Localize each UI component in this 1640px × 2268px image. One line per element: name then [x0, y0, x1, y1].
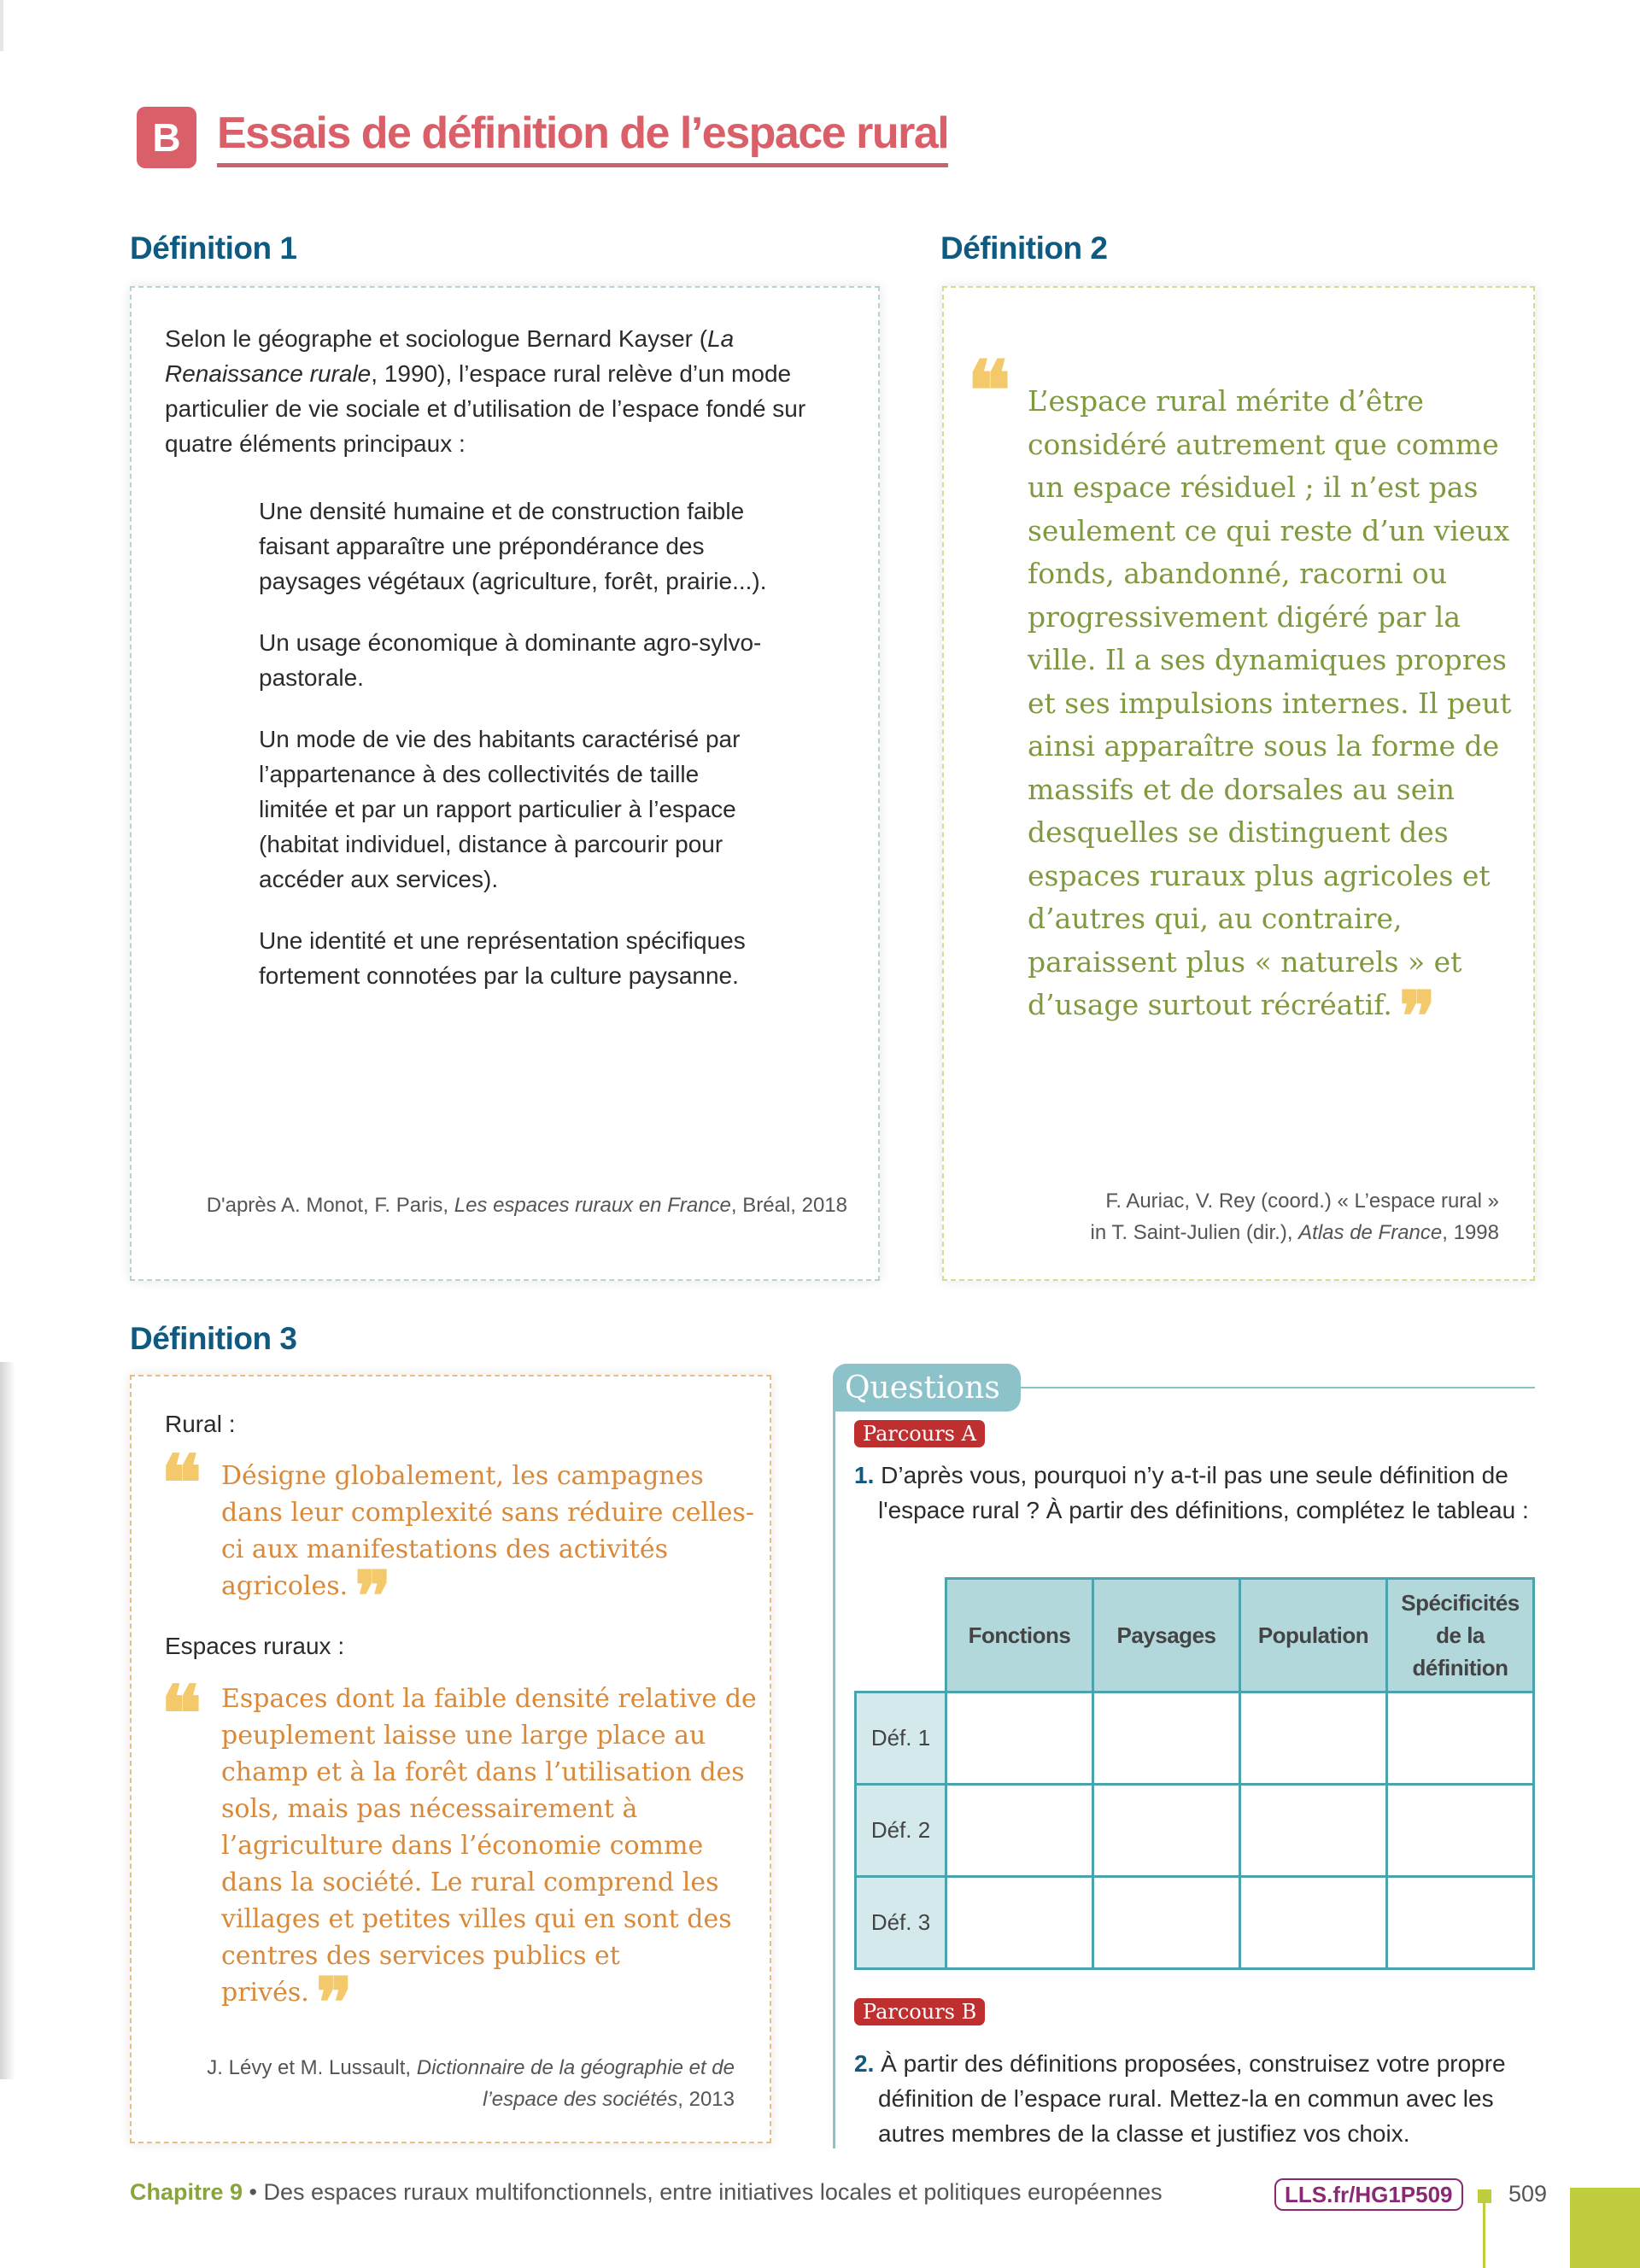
- column-header: Fonctions: [946, 1579, 1093, 1692]
- parcours-a-badge: Parcours A: [854, 1420, 985, 1447]
- book-title: La Renaissance rurale: [165, 325, 735, 387]
- list-item: Un usage économique à dominante agro-sylvo-pastorale.: [259, 629, 762, 691]
- chapter-title: Des espaces ruraux multifonctionnels, entre initiatives locales et politiques européennes: [263, 2179, 1163, 2205]
- lls-link[interactable]: LLS.fr/HG1P509: [1274, 2178, 1463, 2211]
- close-quote-icon: ❞: [354, 1556, 392, 1636]
- open-quote-icon: ❝: [161, 1669, 202, 1759]
- table-cell[interactable]: [946, 1785, 1093, 1877]
- table-row: [856, 1692, 1534, 1785]
- questions-border: [833, 1409, 835, 2148]
- definition-3-citation: [145, 2052, 735, 2115]
- page-edge-tab: [1570, 2188, 1640, 2268]
- intro-text: , 1990), l’espace rural relève d’un mode particulier de vie sociale et d’utilisation de l’espace fondé sur quatre éléments principaux :: [165, 360, 806, 457]
- list-item: Une densité humaine et de construction faible faisant apparaître une prépondérance des paysages végétaux (agriculture, forêt, prairie...).: [259, 498, 767, 594]
- table-cell[interactable]: [1387, 1692, 1534, 1785]
- citation-text: J. Lévy et M. Lussault,: [207, 2056, 417, 2079]
- quote-text: Désigne globalement, les campagnes dans leur complexité sans réduire celles-ci aux manifestations des activités agricoles.: [221, 1461, 755, 1601]
- definition-2-quote: [1028, 380, 1514, 1056]
- questions-divider: [1021, 1387, 1535, 1388]
- table-cell[interactable]: [946, 1692, 1093, 1785]
- table-cell[interactable]: [1093, 1692, 1240, 1785]
- citation-text: , Bréal, 2018: [730, 1194, 847, 1217]
- section-title: Essais de définition de l’espace rural: [217, 106, 948, 167]
- chapter-label: Chapitre 9: [130, 2179, 243, 2205]
- definition-1-citation: [147, 1190, 847, 1221]
- open-quote-icon: ❝: [161, 1438, 202, 1529]
- definitions-table: [854, 1577, 1535, 1970]
- close-quote-icon: ❞: [315, 1962, 353, 2043]
- table-cell[interactable]: [1093, 1877, 1240, 1969]
- footer-chapter: [130, 2179, 1163, 2206]
- open-quote-icon: ❝: [967, 342, 1011, 439]
- citation-line: F. Auriac, V. Rey (coord.) « L’espace rural »: [1105, 1190, 1499, 1213]
- definition-1-heading: Définition 1: [130, 231, 297, 266]
- question-text: À partir des définitions proposées, construisez votre propre définition de l’espace rural. Mettez-la en commun avec les autres membres de la classe et justifiez vos choix.: [878, 2050, 1506, 2147]
- table-cell[interactable]: [1387, 1877, 1534, 1969]
- table-cell[interactable]: [1093, 1785, 1240, 1877]
- row-header: Déf. 1: [856, 1692, 946, 1785]
- page-edge-shadow: [0, 1362, 15, 2079]
- list-item: Une identité et une représentation spécifiques fortement connotées par la culture paysanne.: [259, 927, 746, 989]
- question-number: 2.: [854, 2050, 875, 2077]
- definition-1-intro: [165, 321, 831, 461]
- definition-3-heading: Définition 3: [130, 1321, 297, 1356]
- table-cell[interactable]: [1240, 1877, 1387, 1969]
- column-header: Spécificités de la définition: [1387, 1579, 1534, 1692]
- table-row: [856, 1877, 1534, 1969]
- section-badge: B: [137, 107, 196, 168]
- page-marker-line: [1483, 2201, 1485, 2268]
- question-text: D’après vous, pourquoi n’y a-t-il pas une seule définition de l'espace rural ? À partir des définitions, complétez le tableau :: [878, 1462, 1529, 1523]
- row-header: Déf. 2: [856, 1785, 946, 1877]
- citation-title: Les espaces ruraux en France: [454, 1194, 731, 1217]
- definition-2-heading: Définition 2: [940, 231, 1108, 266]
- citation-text: , 1998: [1442, 1221, 1499, 1244]
- definition-1-elements-list: [259, 494, 771, 1020]
- quote-text: Espaces dont la faible densité relative de peuplement laisse une large place au champ et à la forêt dans l’utilisation des sols, mais pas nécessairement à l’agriculture dans l’économie comme dans la société. Le rural comprend les villages et petites villes qui en sont des centres des services publics et privés.: [221, 1684, 757, 2008]
- question-1: [854, 1458, 1538, 1528]
- table-cell[interactable]: [1387, 1785, 1534, 1877]
- definition-2-citation: [974, 1185, 1499, 1248]
- questions-tab: Questions: [833, 1364, 1021, 1412]
- page-number: 509: [1508, 2181, 1548, 2207]
- question-number: 1.: [854, 1462, 875, 1488]
- term-label-espaces-ruraux: Espaces ruraux :: [165, 1633, 345, 1659]
- separator: •: [243, 2179, 264, 2205]
- citation-text: in T. Saint-Julien (dir.),: [1090, 1221, 1299, 1244]
- close-quote-icon: ❞: [1398, 976, 1436, 1056]
- citation-line: [974, 1217, 1499, 1248]
- list-item: Un mode de vie des habitants caractérisé par l’appartenance à des collectivités de taille limitée et par un rapport particulier à l’espace (habitat individuel, distance à parcourir pour accéder aux services).: [259, 726, 741, 892]
- column-header: Population: [1240, 1579, 1387, 1692]
- question-2: [854, 2046, 1538, 2151]
- citation-text: , 2013: [677, 2088, 735, 2111]
- citation-text: D'après A. Monot, F. Paris,: [206, 1194, 454, 1217]
- definition-3-rural-quote: [221, 1458, 759, 1636]
- citation-title: Dictionnaire de la géographie et de l’espace des sociétés: [416, 2056, 735, 2111]
- quote-text: L’espace rural mérite d’être considéré autrement que comme un espace résiduel ; il n’est pas seulement ce qui reste d’un vieux fonds, abandonné, racorni ou progressivement digéré par la ville. Il a ses dynamiques propres et ses impulsions internes. Il peut ainsi apparaître sous la forme de massifs et de dorsales au sein desquelles se distinguent des espaces ruraux plus agricoles et d’autres qui, au contraire, paraissent plus « naturels » et d’usage surtout récréatif.: [1028, 384, 1512, 1021]
- table-cell[interactable]: [946, 1877, 1093, 1969]
- definition-3-espaces-quote: [221, 1681, 759, 2043]
- page-edge-shadow: [0, 0, 3, 51]
- intro-text: Selon le géographe et sociologue Bernard Kayser (: [165, 325, 708, 352]
- table-corner: [856, 1579, 946, 1692]
- table-row: [856, 1785, 1534, 1877]
- table-cell[interactable]: [1240, 1785, 1387, 1877]
- citation-title: Atlas de France: [1298, 1221, 1443, 1244]
- parcours-b-badge: Parcours B: [854, 1998, 985, 2025]
- term-label-rural: Rural :: [165, 1411, 236, 1437]
- row-header: Déf. 3: [856, 1877, 946, 1969]
- column-header: Paysages: [1093, 1579, 1240, 1692]
- table-cell[interactable]: [1240, 1692, 1387, 1785]
